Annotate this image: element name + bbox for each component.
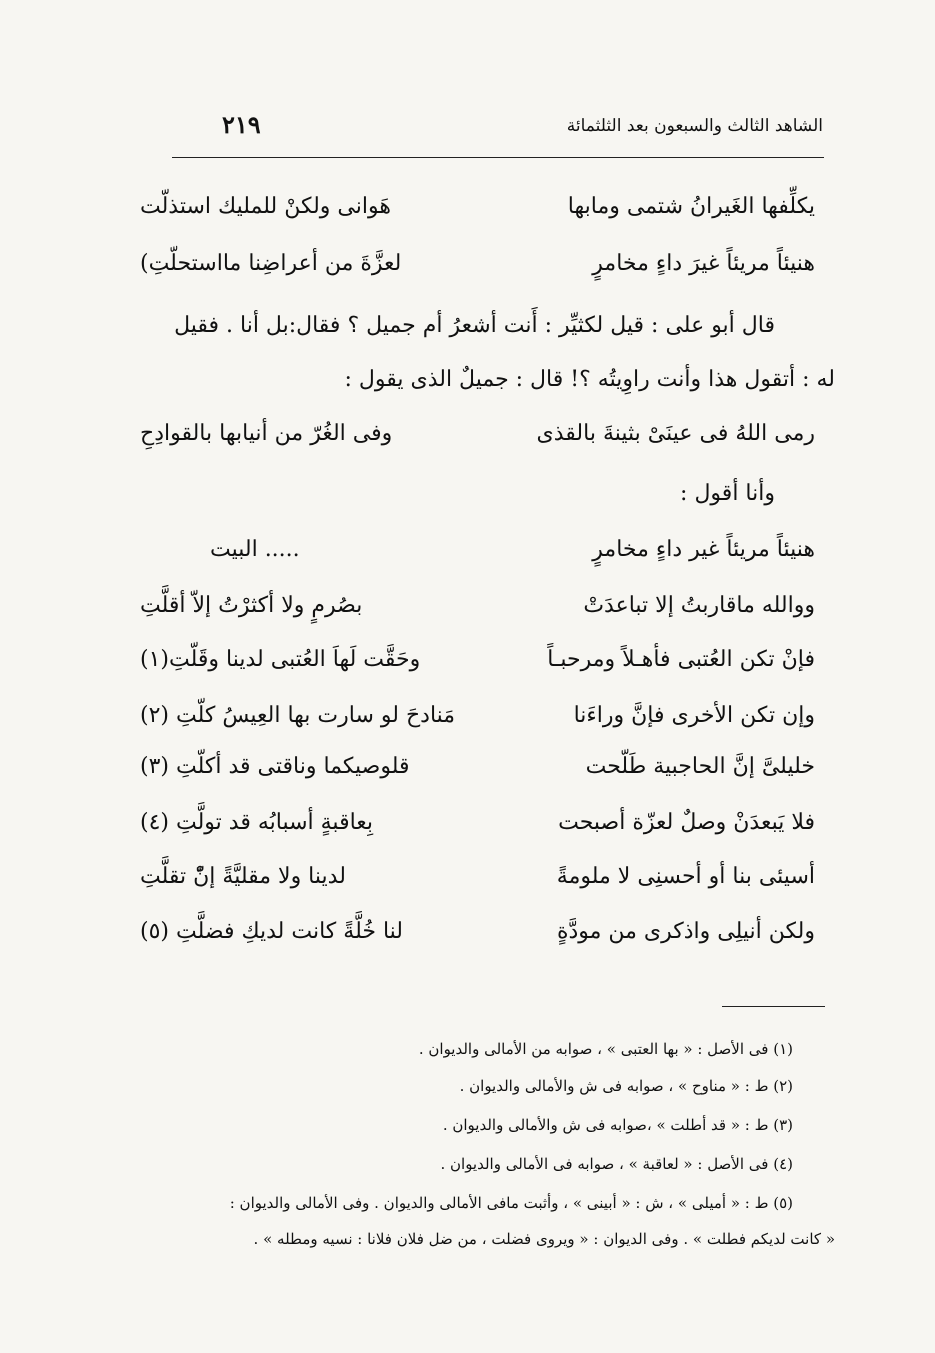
verse-second-hemistich: وفى الغُرّ من أنيابها بالقوادِحِ [140, 421, 393, 446]
verse-first-hemistich: وإن تكن الأخرى فإنَّ وراءَنا [573, 703, 815, 728]
prose-line: قال أبو على : قيل لكثيِّر : أَنت أشعرُ أم جميل ؟ فقال:بل أنا . فقيل [174, 313, 775, 338]
verse-first-hemistich: خليلىَّ إنَّ الحاجبية طَلّحت [585, 754, 815, 779]
verse-second-hemistich: ..... البيت [210, 537, 300, 562]
verse-line [140, 586, 815, 626]
verse-second-hemistich: مَنادحَ لو سارت بها العِيسُ كلّتِ (٢) [140, 703, 456, 728]
verse-first-hemistich: هنيئاً مريئاً غير داءٍ مخامرٍ [592, 537, 815, 562]
verse-line [140, 747, 815, 787]
verse-first-hemistich: أسيئى بنا أو أحسنِى لا ملومةً [556, 864, 815, 889]
verse-first-hemistich: رمى اللهُ فى عينَىْ بثينةَ بالقذى [536, 421, 815, 446]
footnote: (٥) ط : « أميلى » ، ش : « أبينى » ، وأثبت مافى الأمالى والديوان . وفى الأمالى والديوان : [229, 1194, 793, 1212]
verse-second-hemistich: وحَقَّت لَهاَ العُتبى لدينا وقَلّتِ(١) [140, 647, 421, 672]
verse-first-hemistich: فلا يَبعدَنْ وصلٌ لعزّة أصبحت [558, 810, 815, 835]
verse-line [140, 857, 815, 897]
verse-line [140, 912, 815, 952]
verse-line [140, 187, 815, 227]
prose-line: له : أتقول هذا وأنت راوِيتُه ؟! قال : جميلٌ الذى يقول : [344, 367, 835, 392]
verse-line [140, 414, 815, 454]
verse-second-hemistich: بصُرمٍ ولا أكثرْتُ إلاّ أقلَّتِ [140, 593, 363, 618]
footnote: (٤) فى الأصل : « لعاقبة » ، صوابه فى الأمالى والديوان . [440, 1155, 793, 1173]
verse-first-hemistich: فإنْ تكن العُتبى فأهـلاً ومرحبـاً [547, 647, 815, 672]
verse-first-hemistich: يكلِّفها الغَيرانُ شتمى ومابها [567, 194, 815, 219]
footnote: (٢) ط : « مناوح » ، صوابه فى ش والأمالى والديوان . [459, 1077, 793, 1095]
page-number: ٢١٩ [222, 110, 261, 139]
footnote: (١) فى الأصل : « بها العتبى » ، صوابه من الأمالى والديوان . [418, 1040, 793, 1058]
footnote: « كانت لديكم فطلت » . وفى الديوان : « ويروى فضلت ، من ضل فلان فلانا : نسيه ومطله » . [253, 1230, 835, 1248]
verse-line [140, 244, 815, 284]
verse-line [140, 696, 815, 736]
verse-line [140, 640, 815, 680]
footnote-rule [722, 1006, 825, 1007]
verse-first-hemistich: ولكن أنيلِى واذكرى من مودَّةٍ [556, 919, 815, 944]
verse-first-hemistich: ووالله ماقاربتُ إلا تباعدَتْ [583, 593, 815, 618]
prose-line: وأنا أقول : [680, 481, 775, 506]
header-rule [172, 157, 824, 158]
verse-first-hemistich: هنيئاً مريئاً غيرَ داءٍ مخامرٍ [592, 251, 815, 276]
verse-line [140, 803, 815, 843]
verse-second-hemistich: هَوانى ولكنْ للمليك استذلّت [140, 194, 391, 219]
verse-second-hemistich: لدينا ولا مقليَّةً إنّْ تقلَّتِ [140, 864, 346, 889]
verse-line [140, 530, 815, 570]
verse-second-hemistich: لعزَّةَ من أعراضِنا مااستحلّتِ) [140, 251, 402, 276]
verse-second-hemistich: لنا خُلَّةً كانت لديكِ فضلَّتِ (٥) [140, 919, 403, 944]
footnote: (٣) ط : « قد أطلت » ،صوابه فى ش والأمالى والديوان . [442, 1116, 793, 1134]
verse-second-hemistich: قلوصيكما وناقتى قد أكلّتِ (٣) [140, 754, 410, 779]
running-header-title: الشاهد الثالث والسبعون بعد الثلثمائة [566, 116, 823, 136]
verse-second-hemistich: بِعاقبةٍ أسبابُه قد تولَّتِ (٤) [140, 810, 374, 835]
